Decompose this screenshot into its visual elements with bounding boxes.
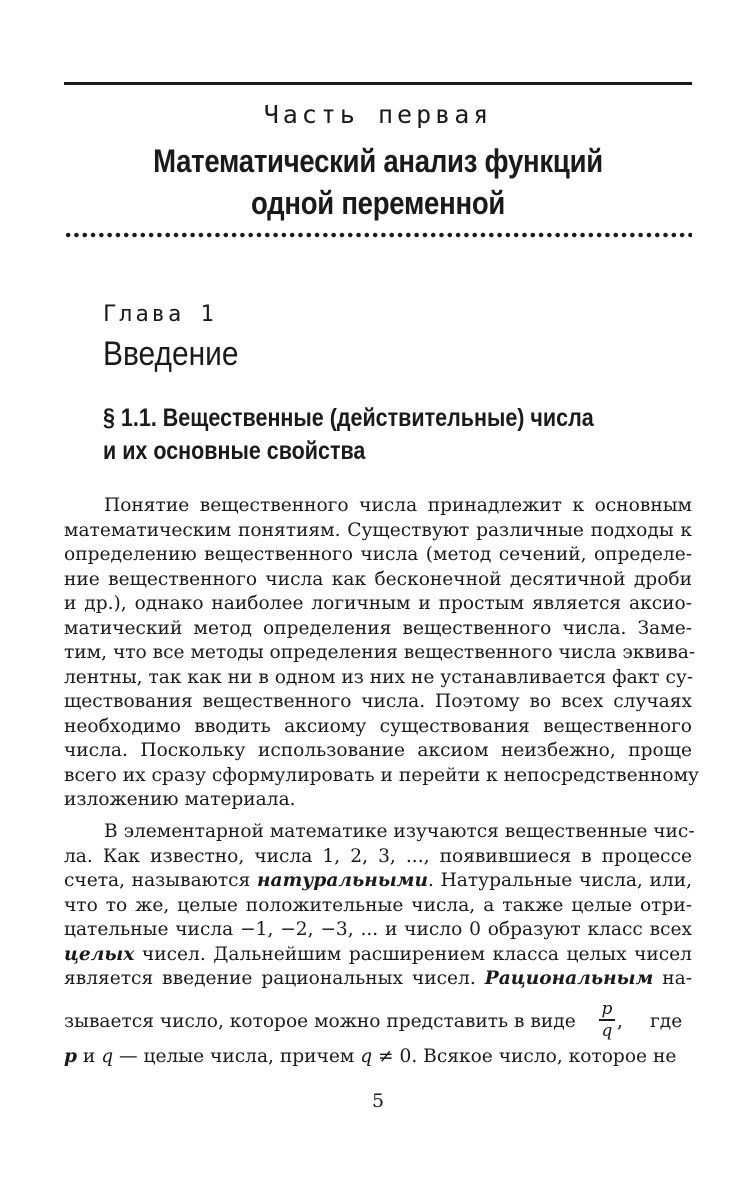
chapter-title: Введение <box>103 335 239 373</box>
text-line: матический метод определения вещественного числа. Заме- <box>64 617 692 639</box>
fraction-denominator: q <box>601 1020 613 1041</box>
part-title <box>105 140 652 224</box>
term-rational: Рациональным <box>484 968 654 989</box>
section-title-line1: § 1.1. Вещественные (действительные) числа <box>103 404 594 432</box>
text-line: ние вещественного числа как бесконечной десятичной дроби <box>64 568 692 590</box>
text-line: Понятие вещественного числа принадлежит к основным <box>104 495 692 516</box>
text-line: необходимо вводить аксиому существования вещественного <box>64 715 692 737</box>
text-line: ла. Как известно, числа 1, 2, 3, ..., появившиеся в процессе <box>64 845 692 867</box>
paragraph-2 <box>64 820 695 992</box>
section-title-line2: и их основные свойства <box>103 437 366 465</box>
text-line: и др.), однако наиболее логичным и простым является аксио- <box>64 593 692 614</box>
text-line: определению вещественного числа (метод сечений, определе- <box>64 544 692 565</box>
text-line: математическим понятиям. Существуют различные подходы к <box>64 519 692 541</box>
comma: , <box>617 1011 623 1032</box>
chapter-label: Глава 1 <box>103 302 217 327</box>
section-title <box>103 402 653 468</box>
text-line: числа. Поскольку использование аксиом неизбежно, проще <box>64 740 692 761</box>
part-title-line1: Математический анализ функций <box>153 143 603 179</box>
dotted-divider <box>64 232 692 238</box>
text-line: ществования вещественного числа. Поэтому во всех случаях <box>64 691 692 712</box>
text-line: является введение рациональных чисел. Рациональным на- <box>64 968 692 989</box>
top-rule <box>64 82 692 85</box>
page-number: 5 <box>371 1090 385 1112</box>
text-line: p и q — целые числа, причем q ≠ 0. Всякое число, которое не <box>64 1046 677 1067</box>
text-line: тим, что все методы определения вещественного числа эквива- <box>64 642 696 663</box>
text-line: В элементарной математике изучаются вещественные чис- <box>104 821 695 842</box>
text-line: целых чисел. Дальнейшим расширением класса целых чисел <box>64 943 692 965</box>
text-line: счета, называются натуральными. Натуральные числа, или, <box>64 870 693 891</box>
paragraph-1 <box>64 494 699 813</box>
fraction-p-over-q <box>599 1000 615 1040</box>
text-line: цательные числа −1, −2, −3, ... и число 0 образуют класс всех <box>64 919 692 940</box>
part-label: Часть первая <box>263 100 493 129</box>
text-line: всего их сразу сформулировать и перейти к непосредственному <box>64 764 699 786</box>
text-line: изложению материала. <box>64 789 296 810</box>
text-line: зывается число, которое можно представить в виде <box>64 1011 576 1032</box>
text-fragment: где <box>650 1011 683 1032</box>
term-natural: натуральными <box>256 870 428 891</box>
text-line: что то же, целые положительные числа, а также целые отри- <box>64 894 692 916</box>
part-title-line2: одной переменной <box>250 185 506 221</box>
fraction-numerator: p <box>601 999 613 1019</box>
term-integer: целых <box>64 943 135 965</box>
text-line: лентны, так как ни в одном из них не устанавливается факт су- <box>64 666 694 688</box>
